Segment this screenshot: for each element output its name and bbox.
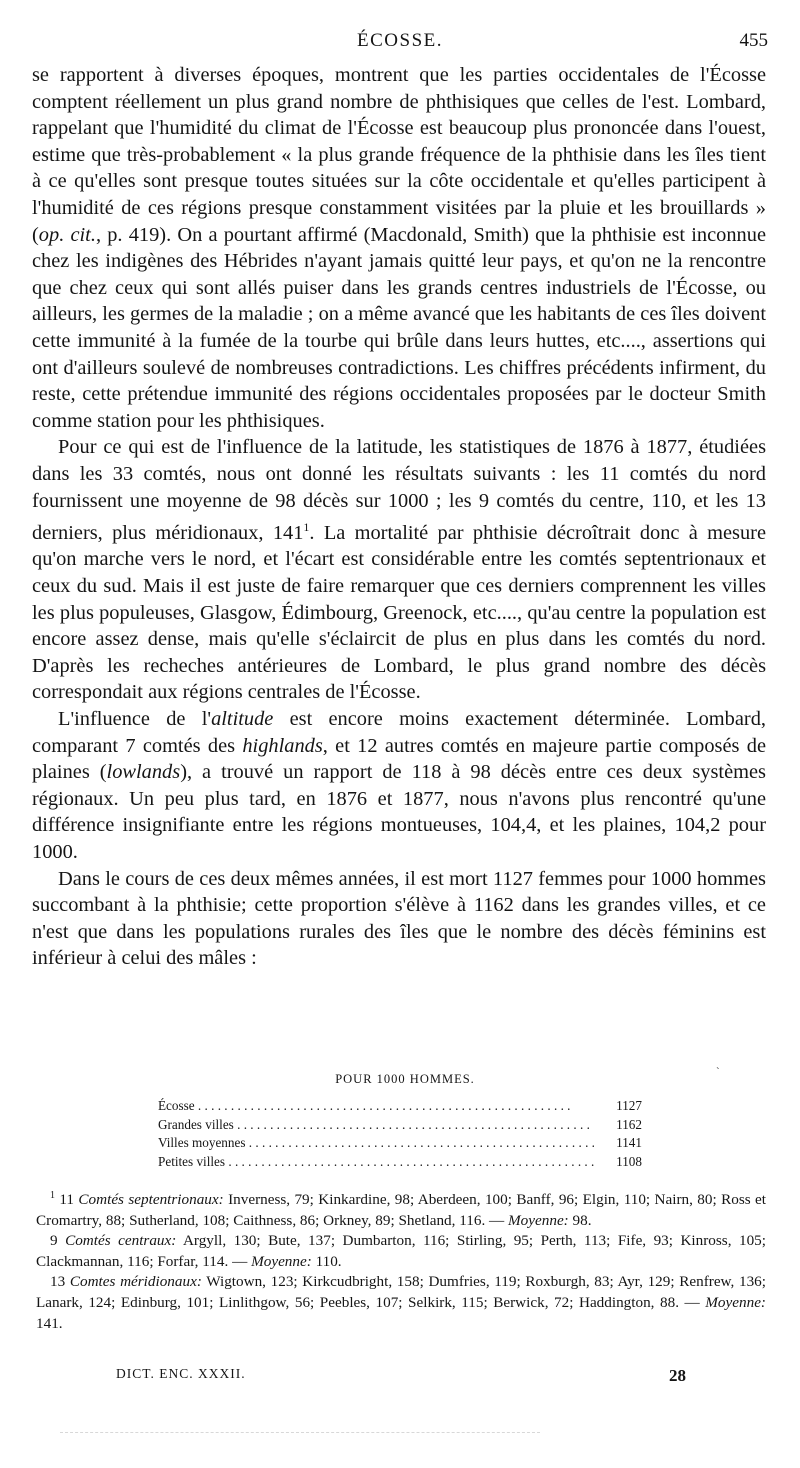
mortality-ratio-table <box>158 1072 642 1171</box>
scan-edge-marks <box>60 1432 540 1433</box>
table-row-label: Petites villes . . . <box>158 1153 594 1172</box>
table-row-label: Grandes villes . . . <box>158 1116 594 1135</box>
table-row <box>158 1153 642 1172</box>
table-row-label: Écosse . . . <box>158 1097 594 1116</box>
page-footer <box>116 1366 686 1390</box>
footnote-1: $^1$ 11 Comtés septentrionaux: Inverness, 79; Kinkardine, 98; Aberdeen, 100; Banff, 96; Elgin, 110; Nairn, 80; Ross et Cromartry, 88; Sutherland, 108; Caithness, 86; Orkney, 89; Shetland, 116. — Moyenne: 98. <box>36 1190 766 1229</box>
paragraph-1: se rapportent à diverses époques, montrent que les parties occidentales de l'Écosse comptent réellement un plus grand nombre de phthisiques que celles de l'est. Lombard, rappelant que l'humidité du climat de l'Écosse est beaucoup plus prononcée dans l'ouest, estime que très-probablement « la plus grande fréquence de la phthisie dans les îles tient à ce qu'elles sont presque toutes situées sur la côte occidentale et qu'elles participent à l'humidité de ces régions presque constamment visitées par la pluie et les brouillards » (op. cit., p. 419). On a pourtant affirmé (Macdonald, Smith) que la phthisie est inconnue chez les indigènes des Hébrides n'ayant jamais quitté leur pays, et qu'on ne la rencontre que chez ceux qui sont allés puiser dans les grands centres industriels de l'Écosse, ou ailleurs, les germes de la maladie ; on a même avancé que les habitants de ces îles doivent cette immunité à la fumée de la tourbe qui brûle dans leurs huttes, etc...., assertions qui ont d'ailleurs soulevé de nombreuses contradictions. Les chiffres précédents infirment, du reste, cette prétendue immunité des régions occidentales proposées par le docteur Smith comme station pour les phthisiques. <box>32 64 766 432</box>
footnote-reference[interactable]: 1 <box>303 520 310 535</box>
page-number: 455 <box>739 30 768 51</box>
table-row-value: 1108 <box>616 1153 642 1169</box>
table-row-label: Villes moyennes . . . <box>158 1134 594 1153</box>
body-text <box>32 62 766 972</box>
table-row <box>158 1134 642 1153</box>
running-title: ÉCOSSE. <box>357 30 443 51</box>
footnote-3: 13 Comtes méridionaux: Wigtown, 123; Kirkcudbright, 158; Dumfries, 119; Roxburgh, 83; Ayr, 129; Renfrew, 136; Lanark, 124; Edinburg, 101; Linlithgow, 56; Peebles, 107; Selkirk, 115; Berwick, 72; Haddington, 88. — Moyenne: 141. <box>36 1273 766 1332</box>
table-row-value: 1141 <box>616 1135 642 1150</box>
paragraph-2: Pour ce qui est de l'influence de la latitude, les statistiques de 1876 à 1877, étudiées dans les 33 comtés, nous ont donné les résultats suivants : les 11 comtés du nord fournissent une moyenne de 98 décès sur 1000 ; les 9 comtés du centre, 110, et les 13 derniers, plus méridionaux, $141^1$. La mortalité par phthisie décroîtrait donc à mesure qu'on marche vers le nord, et l'écart est considérable entre les comtés septentrionaux et ceux du sud. Mais il est juste de faire remarquer que ces derniers comprennent les villes les plus populeuses, Glasgow, Édimbourg, Greenock, etc...., qu'au centre la population est encore assez dense, mais qu'elle s'éclaircit de plus en plus dans les comtés du nord. D'après les recheches antérieures de Lombard, le plus grand nombre des décès correspondait aux régions centrales de l'Écosse. <box>32 436 767 704</box>
footnotes <box>36 1186 766 1334</box>
table-row-value: 1127 <box>616 1098 642 1113</box>
table-row-value: 1162 <box>616 1116 642 1132</box>
paragraph-4: Dans le cours de ces deux mêmes années, il est mort 1127 femmes pour 1000 hommes succombant à la phthisie; cette proportion s'élève à 1162 dans les grandes villes, et ce n'est que dans les populations rurales des îles que le nombre des décès féminins est inférieur à celui des mâles : <box>32 867 766 970</box>
signature-mark: DICT. ENC. XXXII. <box>116 1366 246 1381</box>
sheet-number: 28 <box>669 1366 686 1385</box>
footnote-marker: 1 <box>50 1190 55 1201</box>
table-row <box>158 1116 642 1135</box>
page-header <box>32 30 768 56</box>
footnote-2: 9 Comtés centraux: Argyll, 130; Bute, 137; Dumbarton, 116; Stirling, 95; Perth, 113; Fife, 93; Kinross, 105; Clackmannan, 116; Forfar, 114. — Moyenne: 110. <box>36 1232 766 1270</box>
paragraph-3: L'influence de l'altitude est encore moins exactement déterminée. Lombard, comparant 7 comtés des highlands, et 12 autres comtés en majeure partie composés de plaines (lowlands), a trouvé un rapport de 118 à 98 décès entre ces deux systèmes régionaux. Un peu plus tard, en 1876 et 1877, nous n'avons plus rencontré qu'une différence insignifiante entre les régions montueuses, 104,4, et les plaines, 104,2 pour 1000. <box>32 708 767 864</box>
table-caption: POUR 1000 HOMMES. <box>335 1072 475 1086</box>
table-row <box>158 1097 642 1116</box>
stray-mark: ˋ <box>716 1066 720 1078</box>
